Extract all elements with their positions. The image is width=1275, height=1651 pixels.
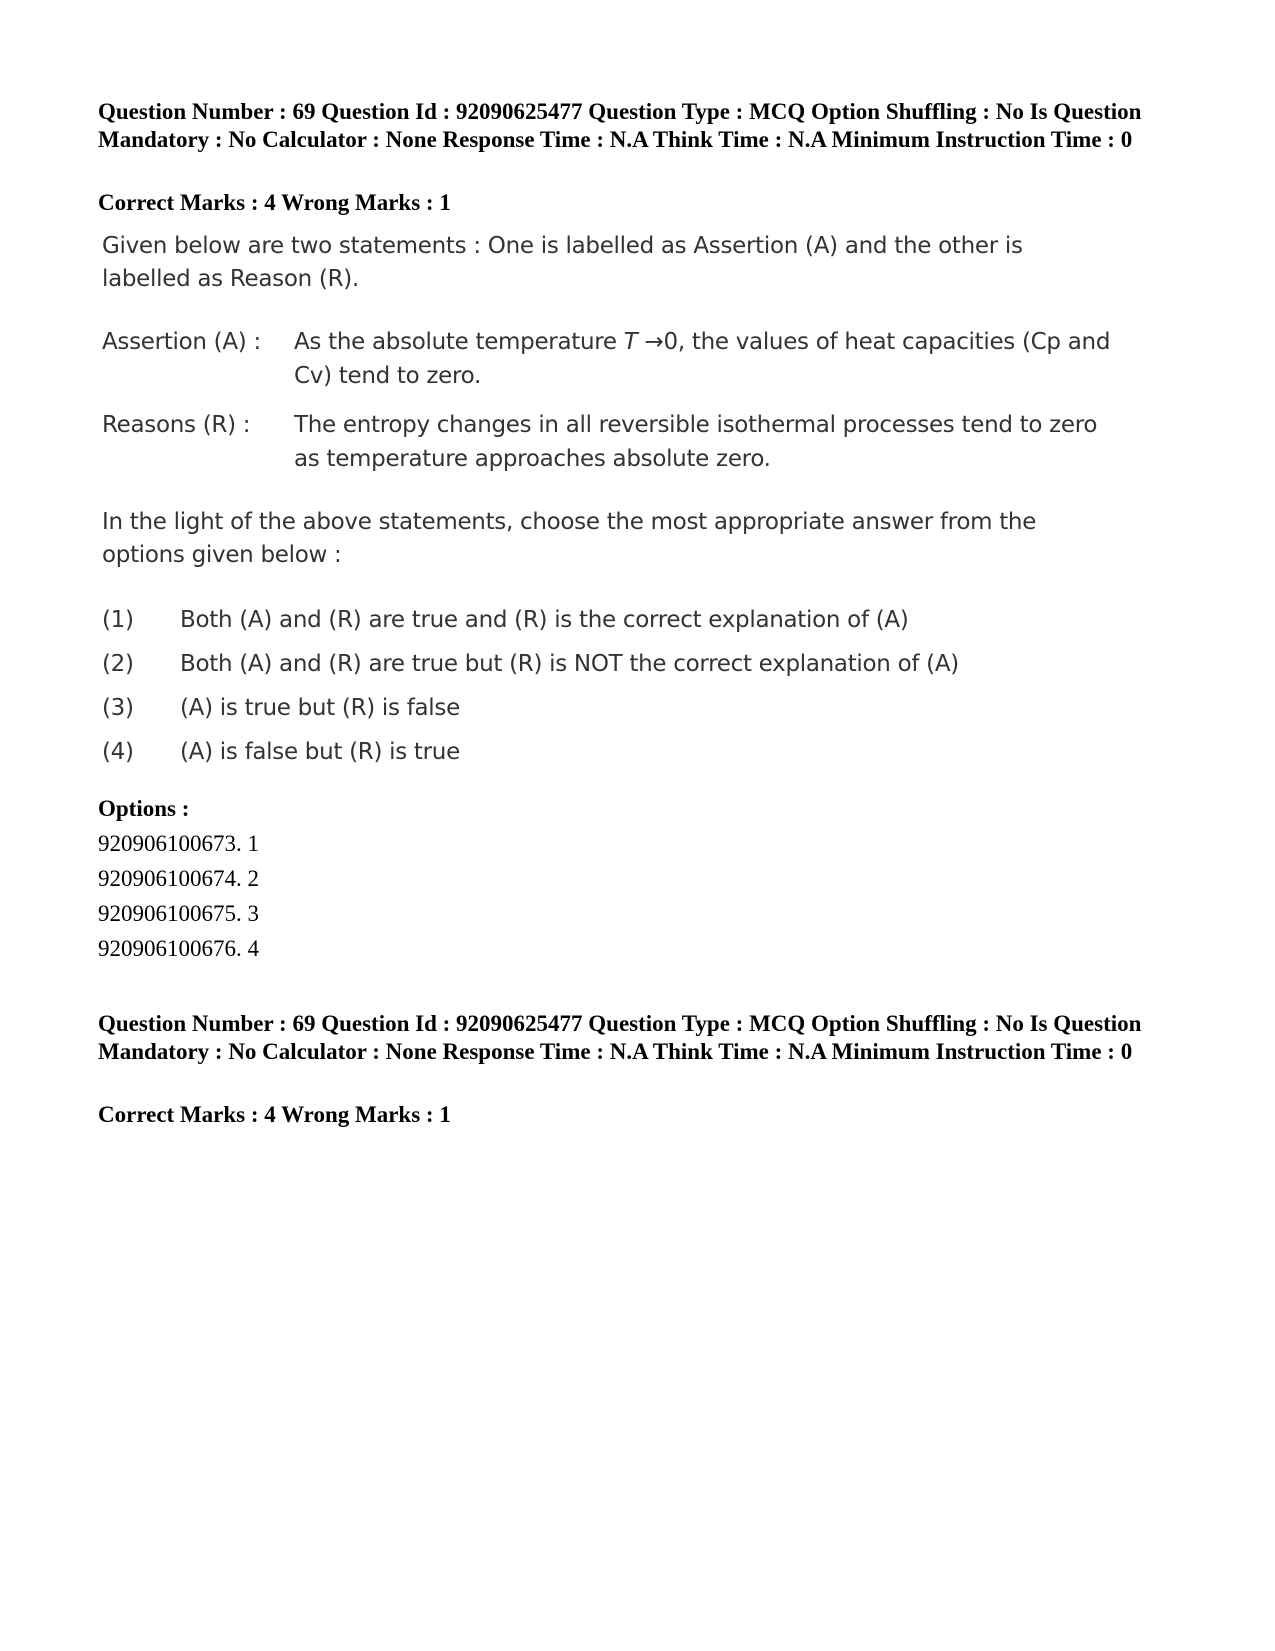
option-item: 920906100674. 2	[98, 866, 259, 891]
question-instruction: In the light of the above statements, choose the most appropriate answer from the options given below :	[102, 509, 1037, 568]
assertion-text	[294, 325, 1114, 393]
answer-choice	[102, 605, 1102, 635]
assertion-text-pre: As the absolute temperature	[294, 329, 617, 355]
options-heading: Options :	[98, 796, 190, 821]
choice-number: (2)	[102, 651, 134, 677]
question-intro: Given below are two statements : One is labelled as Assertion (A) and the other is labelled as Reason (R).	[102, 233, 1023, 292]
temperature-symbol: T	[623, 329, 638, 355]
reason-text: The entropy changes in all reversible isothermal processes tend to zero as temperature approaches absolute zero.	[294, 412, 1098, 472]
answer-choice	[102, 649, 1102, 679]
option-item: 920906100676. 4	[98, 936, 259, 961]
assertion-label: Assertion (A) :	[102, 329, 261, 355]
choice-number: (1)	[102, 607, 134, 633]
marks-line: Correct Marks : 4 Wrong Marks : 1	[98, 190, 451, 215]
reason-label: Reasons (R) :	[102, 412, 251, 438]
choice-text: Both (A) and (R) are true and (R) is the correct explanation of (A)	[180, 607, 909, 633]
choice-number: (4)	[102, 739, 134, 765]
option-item: 920906100675. 3	[98, 901, 259, 926]
choice-text: (A) is false but (R) is true	[180, 739, 460, 765]
choice-text: (A) is true but (R) is false	[180, 695, 460, 721]
option-item: 920906100673. 1	[98, 831, 259, 856]
answer-choice	[102, 737, 1102, 767]
choice-number: (3)	[102, 695, 134, 721]
marks-line: Correct Marks : 4 Wrong Marks : 1	[98, 1102, 451, 1127]
arrow-symbol: →	[644, 329, 664, 355]
assertion-text-post: 0, the values of heat capacities (Cp and Cv) tend to zero.	[294, 329, 1111, 389]
question-meta-header: Question Number : 69 Question Id : 92090625477 Question Type : MCQ Option Shuffling : No Is Question Mandatory : No Calculator : None Response Time : N.A Think Time : N.A Minimum Instruction Time : 0	[98, 1011, 1142, 1064]
choice-text: Both (A) and (R) are true but (R) is NOT the correct explanation of (A)	[180, 651, 959, 677]
question-meta-header: Question Number : 69 Question Id : 92090625477 Question Type : MCQ Option Shuffling : No Is Question Mandatory : No Calculator : None Response Time : N.A Think Time : N.A Minimum Instruction Time : 0	[98, 99, 1142, 152]
answer-choice	[102, 693, 1102, 723]
